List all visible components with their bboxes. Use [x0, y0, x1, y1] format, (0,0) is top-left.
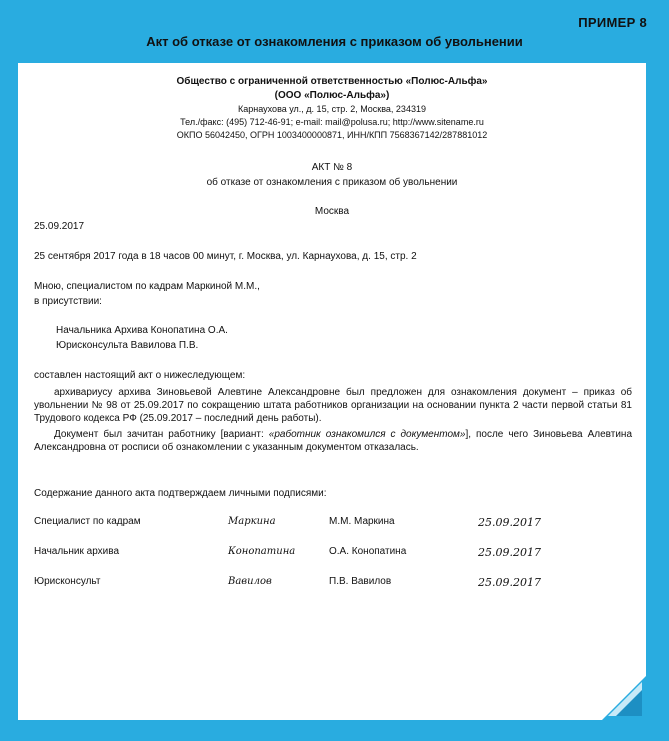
act-date: 25.09.2017 [34, 221, 85, 232]
act-presence-line: в присутствии: [34, 296, 102, 307]
act-body-paragraph-1: архивариусу архива Зиновьевой Алевтине Александровне был предложен для ознакомления документ – приказ об увольнении № 98 от 25.09.2017 по сокращению штата работников организации на основании пункта 2 части первой статьи 81 Трудового кодекса РФ (25.09.2017 – последний день работы). [34, 387, 632, 424]
handwritten-signature: Конопатина [228, 546, 296, 557]
org-short-name: (ООО «Полюс-Альфа») [274, 90, 390, 101]
signature-date: 25.09.2017 [478, 576, 541, 589]
signature-name: О.А. Конопатина [329, 546, 407, 557]
handwritten-signature: Маркина [228, 516, 276, 527]
page-title: Акт об отказе от ознакомления с приказом об увольнении [146, 34, 523, 49]
body-2-variant: «работник ознакомился с документом» [268, 429, 466, 440]
witness-item: Начальника Архива Конопатина О.А. [56, 325, 228, 336]
signature-row [18, 516, 646, 532]
org-name: Общество с ограниченной ответственностью «Полюс-Альфа» [176, 76, 488, 87]
document-paper [18, 63, 646, 720]
signature-role: Начальник архива [34, 546, 119, 557]
signature-row [18, 546, 646, 562]
act-subject: об отказе от ознакомления с приказом об увольнении [206, 177, 458, 188]
act-confirm: Содержание данного акта подтверждаем личными подписями: [34, 488, 327, 499]
handwritten-signature: Вавилов [228, 576, 272, 587]
signature-name: П.В. Вавилов [329, 576, 392, 587]
organization-header [18, 75, 646, 142]
signature-date: 25.09.2017 [478, 516, 541, 529]
signature-role: Специалист по кадрам [34, 516, 141, 527]
signature-row [18, 576, 646, 592]
act-body-paragraph-2 [34, 428, 632, 454]
act-by-line: Мною, специалистом по кадрам Маркиной М.М., [34, 281, 260, 292]
org-contacts: Тел./факс: (495) 712-46-91; e-mail: mail@polusa.ru; http://www.sitename.ru [180, 117, 484, 127]
signature-date: 25.09.2017 [478, 546, 541, 559]
act-composed: составлен настоящий акт о нижеследующем: [34, 370, 246, 381]
org-codes: ОКПО 56042450, ОГРН 1003400000871, ИНН/КПП 7568367142/287881012 [176, 130, 488, 140]
page-corner-fold [602, 676, 646, 720]
signature-name: М.М. Маркина [329, 516, 395, 527]
witness-item: Юрисконсульта Вавилова П.В. [56, 340, 199, 351]
body-2-end: ], после чего Зиновьева Алевтина Александровна от росписи об ознакомлении с указанным документом отказалась. [34, 429, 633, 453]
act-city: Москва [314, 206, 350, 217]
body-2-start: Документ был зачитан работнику [вариант: [54, 429, 269, 440]
act-number: АКТ № 8 [311, 162, 353, 173]
org-address: Карнаухова ул., д. 15, стр. 2, Москва, 234319 [238, 104, 426, 114]
example-label: ПРИМЕР 8 [578, 15, 647, 30]
act-datetime-place: 25 сентября 2017 года в 18 часов 00 минут, г. Москва, ул. Карнаухова, д. 15, стр. 2 [34, 251, 417, 262]
signature-role: Юрисконсульт [34, 576, 101, 587]
